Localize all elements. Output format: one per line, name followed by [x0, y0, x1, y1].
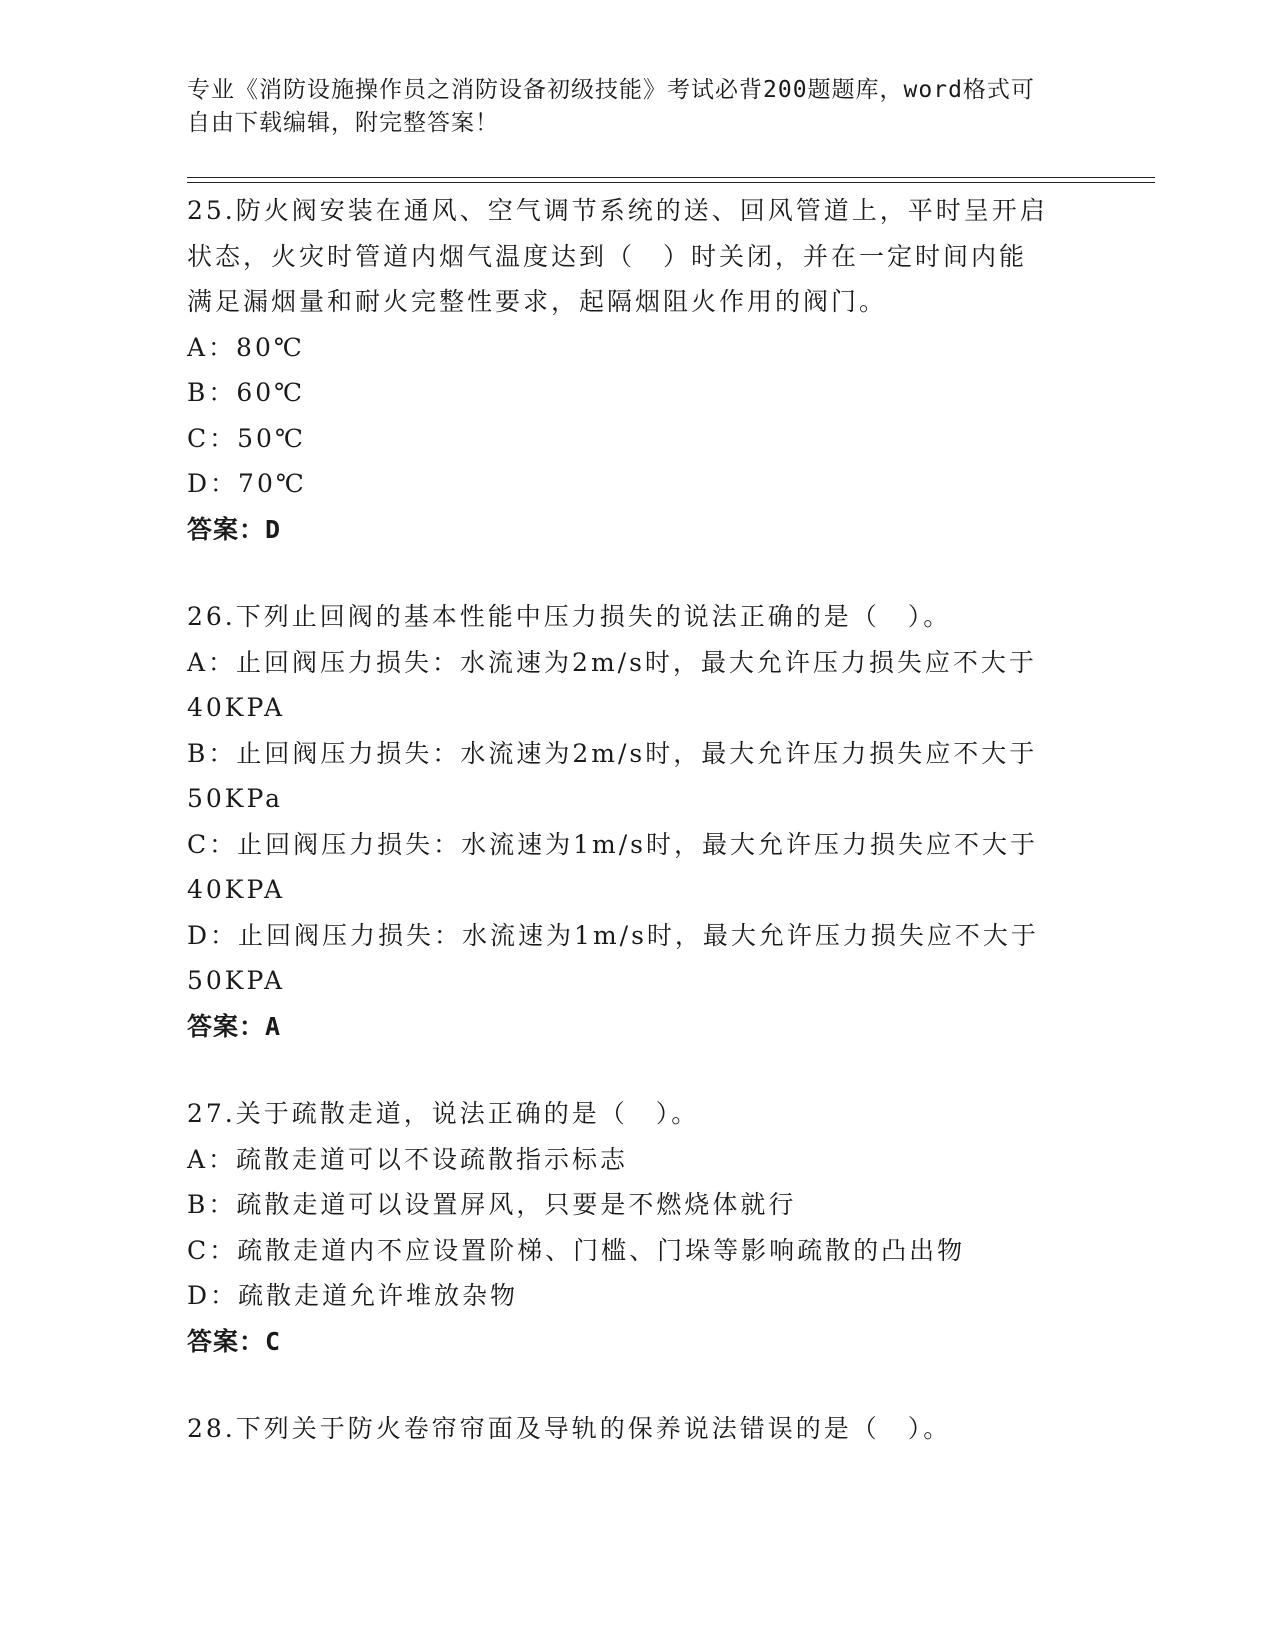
question-stem-line: 满足漏烟量和耐火完整性要求，起隔烟阻火作用的阀门。 — [187, 287, 888, 316]
question-stem-line: 26.下列止回阀的基本性能中压力损失的说法正确的是（ ）。 — [187, 602, 952, 631]
header-line-2: 自由下载编辑，附完整答案！ — [187, 110, 499, 136]
answer-line: 答案：C — [187, 1326, 282, 1356]
question-list — [187, 188, 1087, 1452]
option-line: B：疏散走道可以设置屏风，只要是不燃烧体就行 — [187, 1190, 797, 1219]
option-line: C：止回阀压力损失：水流速为1m/s时，最大允许压力损失应不大于 — [187, 829, 1038, 859]
option-line: C：疏散走道内不应设置阶梯、门槛、门垛等影响疏散的凸出物 — [187, 1235, 966, 1265]
question-block — [187, 594, 1087, 1049]
option-line: B：止回阀压力损失：水流速为2m/s时，最大允许压力损失应不大于 — [187, 738, 1038, 768]
answer-line: 答案：A — [187, 1011, 282, 1041]
header-line-1: 专业《消防设施操作员之消防设备初级技能》考试必背200题题库，word格式可 — [187, 77, 1035, 103]
question-block — [187, 188, 1087, 552]
option-line: A：80℃ — [187, 332, 305, 362]
question-stem-line: 25.防火阀安装在通风、空气调节系统的送、回风管道上，平时呈开启 — [187, 196, 1048, 225]
question-stem-line: 28.下列关于防火卷帘帘面及导轨的保养说法错误的是（ ）。 — [187, 1414, 952, 1443]
option-line: D：止回阀压力损失：水流速为1m/s时，最大允许压力损失应不大于 — [187, 920, 1039, 950]
question-spacer — [187, 1049, 1087, 1091]
option-line: A：疏散走道可以不设疏散指示标志 — [187, 1144, 629, 1174]
option-line: B：60℃ — [187, 378, 306, 407]
question-block — [187, 1406, 1087, 1452]
answer-line: 答案：D — [187, 514, 282, 544]
option-line: D：70℃ — [187, 469, 307, 498]
option-line: 50KPA — [187, 966, 286, 995]
option-line: C：50℃ — [187, 423, 306, 453]
document-header — [187, 74, 1067, 140]
question-spacer — [187, 552, 1087, 594]
header-divider-top — [187, 177, 1155, 178]
option-line: D：疏散走道允许堆放杂物 — [187, 1281, 519, 1310]
question-stem-line: 27.关于疏散走道，说法正确的是（ ）。 — [187, 1099, 700, 1128]
option-line: 40KPA — [187, 693, 286, 722]
option-line: 50KPa — [187, 784, 284, 813]
question-spacer — [187, 1364, 1087, 1406]
question-stem-line: 状态，火灾时管道内烟气温度达到（ ）时关闭，并在一定时间内能 — [187, 241, 1028, 271]
header-divider-bottom — [187, 182, 1155, 183]
question-block — [187, 1091, 1087, 1364]
option-line: A：止回阀压力损失：水流速为2m/s时，最大允许压力损失应不大于 — [187, 647, 1037, 677]
option-line: 40KPA — [187, 875, 286, 904]
